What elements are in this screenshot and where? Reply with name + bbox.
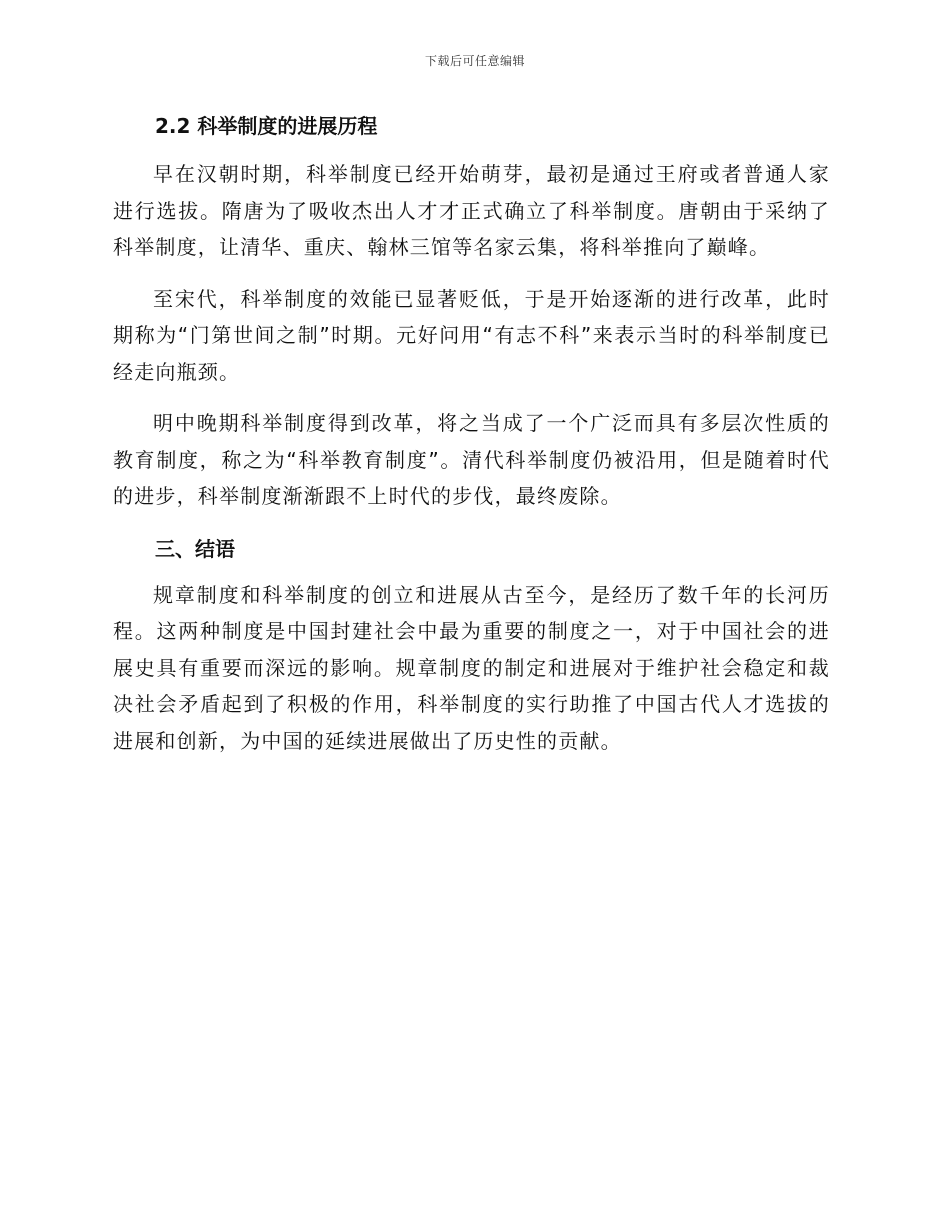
paragraph-ming-qing: 明中晚期科举制度得到改革，将之当成了一个广泛而具有多层次性质的教育制度，称之为“科举教育制度”。清代科举制度仍被沿用，但是随着时代的进步，科举制度渐渐跟不上时代的步伐，最终废除。 xyxy=(113,411,830,508)
paragraph-conclusion: 规章制度和科举制度的创立和进展从古至今，是经历了数千年的长河历程。这两种制度是中国封建社会中最为重要的制度之一，对于中国社会的进展史具有重要而深远的影响。规章制度的制定和进展对于维护社会稳定和裁决社会矛盾起到了积极的作用，科举制度的实行助推了中国古代人才选拔的进展和创新，为中国的延续进展做出了历史性的贡献。 xyxy=(113,582,830,753)
header-note: 下载后可任意编辑 xyxy=(424,54,525,68)
paragraph-han-tang: 早在汉朝时期，科举制度已经开始萌芽，最初是通过王府或者普通人家进行选拔。隋唐为了吸收杰出人才才正式确立了科举制度。唐朝由于采纳了科举制度，让清华、重庆、翰林三馆等名家云集，将科举推向了巅峰。 xyxy=(113,162,830,259)
section-heading-2-2: 2.2 科举制度的进展历程 xyxy=(155,114,378,138)
section-heading-conclusion: 三、结语 xyxy=(155,536,235,561)
document-body xyxy=(113,108,830,759)
paragraph-song-yuan: 至宋代，科举制度的效能已显著贬低，于是开始逐渐的进行改革，此时期称为“门第世间之制”时期。元好问用“有志不科”来表示当时的科举制度已经走向瓶颈。 xyxy=(113,286,830,384)
